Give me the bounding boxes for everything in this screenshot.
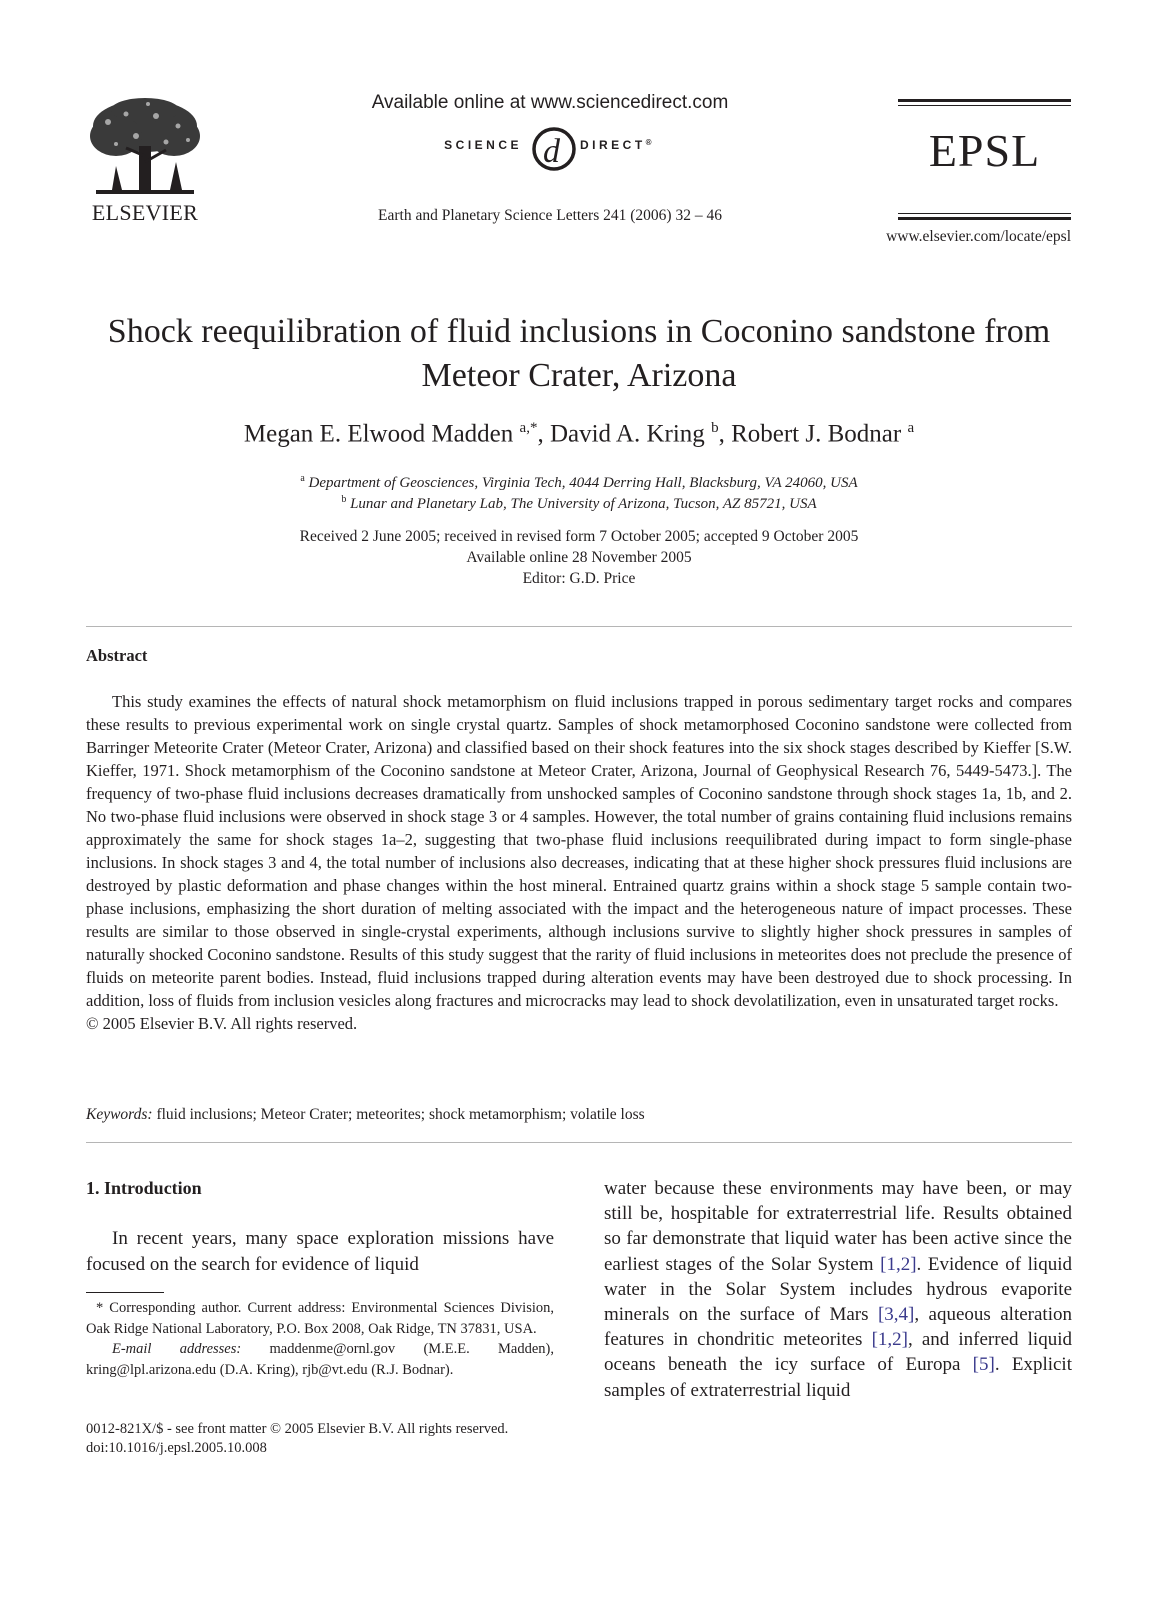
title-line-2: Meteor Crater, Arizona	[421, 357, 737, 394]
section-heading-introduction: 1. Introduction	[86, 1178, 202, 1198]
text-segment: , aqueous alteration features in chondritic meteorites	[604, 1304, 1072, 1351]
abstract-text: This study examines the effects of natural shock metamorphism on fluid inclusions trapped in porous sedimentary target rocks and compares these results to previous experimental work on single crystal quartz. Samples of shock metamorphosed Coconino sandstone were collected from Barringer Meteorite Crater (Meteor Crater, Arizona) and classified based on their shock features into the six shock stages described by Kieffer [S.W. Kieffer, 1971. Shock metamorphism of the Coconino sandstone at Meteor Crater, Arizona, Journal of Geophysical Research 76, 5449-5473.]. The frequency of two-phase fluid inclusions decreases dramatically from unshocked samples of Coconino sandstone through shock stages 1a, 1b, and 2. No two-phase fluid inclusions were observed in shock stage 3 or 4 samples. However, the total number of grains containing fluid inclusions remains approximately the same for shock stages 1a–2, suggesting that two-phase fluid inclusions reequilibrated during impact to form single-phase inclusions. In shock stages 3 and 4, the total number of inclusions also decreases, indicating that at these higher shock pressures fluid inclusions are destroyed by plastic deformation and phase changes within the host mineral. Entrained quartz grains within a shock stage 5 sample contain two-phase inclusions, emphasizing the short duration of melting associated with the impact and the heterogeneous nature of impact processes. These results are similar to those observed in single-crystal experiments, although inclusions survive to slightly higher shock pressures in samples of naturally shocked Coconino sandstone. Results of this study suggest that the rarity of fluid inclusions in meteorites does not preclude the presence of fluids on meteorite parent bodies. Instead, fluid inclusions trapped during alteration events may have been destroyed due to shock processing. In addition, loss of fluids from inclusion vesicles along fractures and microcracks may lead to shock devolatilization, even in unsaturated target rocks.	[86, 692, 1072, 1010]
abstract-heading: Abstract	[86, 646, 148, 665]
author-name: Megan E. Elwood Madden	[243, 420, 514, 448]
keywords-text: fluid inclusions; Meteor Crater; meteorites; shock metamorphism; volatile loss	[156, 1106, 645, 1123]
journal-url[interactable]: www.elsevier.com/locate/epsl	[886, 228, 1071, 245]
keywords	[86, 1106, 1072, 1124]
abstract-copyright: © 2005 Elsevier B.V. All rights reserved.	[86, 1014, 358, 1033]
editor-line: Editor: G.D. Price	[522, 570, 636, 587]
email-addresses	[86, 1339, 554, 1380]
header-rule	[898, 99, 1071, 102]
text-segment: , and inferred liquid oceans beneath the icy surface of Europa	[604, 1329, 1072, 1376]
sciencedirect-at-icon	[526, 122, 582, 172]
text-segment: . Evidence of liquid water in the Solar System includes hydrous evaporite minerals on the surface of Mars	[604, 1253, 1072, 1326]
email-label: E-mail addresses:	[112, 1341, 242, 1357]
reference-link[interactable]: [1,2]	[871, 1329, 908, 1351]
author-affiliation-mark[interactable]: b	[711, 420, 719, 436]
email-list[interactable]: maddenme@ornl.gov (M.E.E. Madden), kring@lpl.arizona.edu (D.A. Kring), rjb@vt.edu (R.J. Bodnar).	[86, 1341, 554, 1378]
journal-abbreviation: EPSL	[928, 125, 1041, 176]
author-name: Robert J. Bodnar	[731, 420, 902, 448]
front-matter	[86, 1420, 606, 1458]
received-dates: Received 2 June 2005; received in revised form 7 October 2005; accepted 9 October 2005	[299, 528, 859, 545]
section-divider	[86, 626, 1072, 627]
header-rule	[898, 217, 1071, 220]
footnote-rule	[86, 1292, 164, 1293]
publisher-logo-wordmark: ELSEVIER	[91, 200, 199, 225]
title-line-1: Shock reequilibration of fluid inclusions in Coconino sandstone from	[107, 313, 1051, 350]
header-rule	[898, 105, 1071, 106]
intro-paragraph-col1: In recent years, many space exploration missions have focused on the search for evidence of liquid	[86, 1228, 554, 1275]
reference-link[interactable]: [5]	[972, 1354, 995, 1376]
available-online-date: Available online 28 November 2005	[466, 549, 692, 566]
article-title	[86, 310, 1072, 398]
keywords-label: Keywords:	[86, 1106, 153, 1123]
reference-link[interactable]: [3,4]	[877, 1304, 915, 1326]
author-name: David A. Kring	[549, 420, 705, 448]
abstract-body	[86, 690, 1072, 1035]
text-segment: . Explicit samples of extraterrestrial liquid	[604, 1354, 1072, 1401]
svg-text:d: d	[543, 133, 560, 170]
corresponding-author-note: * Corresponding author. Current address: Environmental Sciences Division, Oak Ridge National Laboratory, P.O. Box 2008, Oak Ridge, TN 37831, USA.	[86, 1300, 554, 1337]
available-online-banner: Available online at www.sciencedirect.com	[371, 92, 729, 113]
reference-link[interactable]: [1,2]	[880, 1253, 917, 1275]
author-affiliation-mark[interactable]: a	[907, 420, 915, 436]
author-affiliation-mark[interactable]: a,*	[519, 420, 538, 436]
affiliation-b: $^b$ Lunar and Planetary Lab, The University of Arizona, Tucson, AZ 85721, USA	[341, 494, 817, 512]
journal-citation: Earth and Planetary Science Letters 241 (2006) 32 – 46	[378, 207, 722, 224]
affiliation-a: $^a$ Department of Geosciences, Virginia Tech, 4044 Derring Hall, Blacksburg, VA 24060, USA	[300, 473, 858, 491]
text-segment: water because these environments may have been, or may still be, hospitable for extraterrestrial life. Results obtained so far demonstrate that liquid water has been active since the earliest stages of the Solar System	[604, 1178, 1072, 1275]
doi[interactable]: doi:10.1016/j.epsl.2005.10.008	[86, 1440, 267, 1456]
brand-left-word: SCIENCE	[444, 138, 522, 152]
section-divider	[86, 1142, 1072, 1143]
footnote	[86, 1298, 554, 1380]
sciencedirect-logo	[330, 124, 770, 174]
intro-paragraph-col2	[604, 1176, 1072, 1403]
header-rule	[898, 213, 1071, 214]
issn-line: 0012-821X/$ - see front matter © 2005 Elsevier B.V. All rights reserved.	[86, 1421, 509, 1437]
author-list: Megan E. Elwood Madden $^{a,*}$, David A. Kring $^b$, Robert J. Bodnar $^a$	[243, 420, 915, 448]
brand-right-word: DIRECT®	[580, 138, 656, 152]
